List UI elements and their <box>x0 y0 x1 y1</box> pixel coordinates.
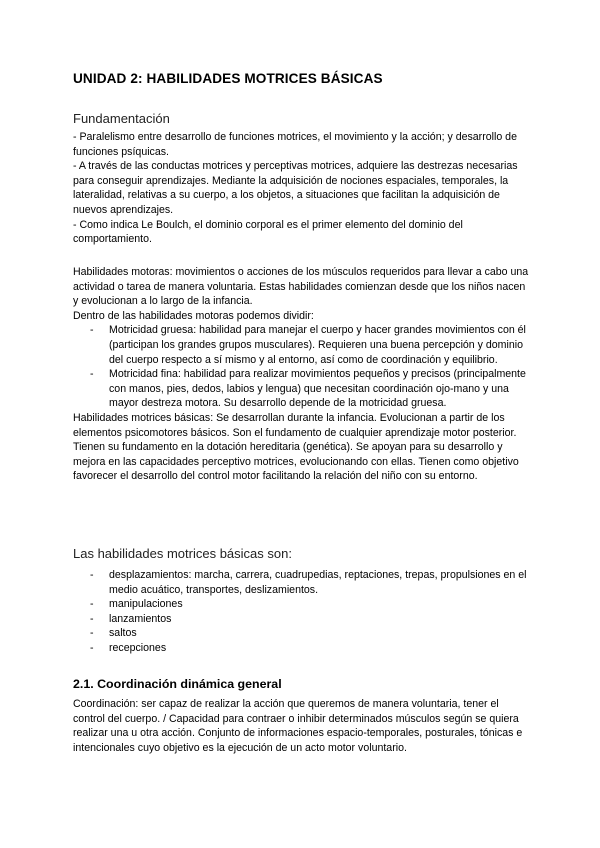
section-2-1-heading: 2.1. Coordinación dinámica general <box>73 677 282 691</box>
section-2-1-body <box>73 697 531 755</box>
fundamentacion-line: - A través de las conductas motrices y perceptivas motrices, adquiere las destrezas necesarias para conseguir aprendizajes. Mediante la adquisición de nociones espaciales, temporales, la lateralidad, relativas a su cuerpo, a los objetos, a situaciones que facilitan la adquisición de nuevos aprendizajes. <box>73 160 518 216</box>
basicas-list <box>73 568 531 656</box>
list-item: - Motricidad gruesa: habilidad para manejar el cuerpo y hacer grandes movimientos con él (participan los grandes grupos musculares). Requieren una buena percepción y dominio del cuerpo respecto a sí mismo y al entorno, así como de coordinación y equilibrio. <box>73 323 531 367</box>
fundamentacion-body <box>73 130 531 247</box>
list-item: - recepciones <box>73 641 531 656</box>
habilidades-motoras-intro: Habilidades motoras: movimientos o acciones de los músculos requeridos para llevar a cabo una actividad o tarea de manera voluntaria. Estas habilidades comienzan desde que los niños nacen y evolucionan a lo largo de la infancia. <box>73 266 529 308</box>
page-title: UNIDAD 2: HABILIDADES MOTRICES BÁSICAS <box>73 71 383 86</box>
habilidades-motoras-divide: Dentro de las habilidades motoras podemos dividir: <box>73 309 314 322</box>
habilidades-motrices-basicas-def: Habilidades motrices básicas: Se desarrollan durante la infancia. Evolucionan a partir de los elementos psicomotores básicos. Son el fundamento de cualquier aprendizaje motor posterior. Tienen su fundamento en la dotación hereditaria (genética). Se apoyan para su desarrollo y mejora en las capacidades perceptivo motrices, evolucionando con ellas. Tienen como objetivo favorecer el desarrollo del control motor facilitando la relación del niño con su entorno. <box>73 411 519 483</box>
list-item: - desplazamientos: marcha, carrera, cuadrupedias, reptaciones, trepas, propulsiones en el medio acuático, transportes, deslizamientos. <box>73 568 531 597</box>
basicas-list-section <box>73 568 531 656</box>
list-item: - lanzamientos <box>73 612 531 627</box>
fundamentacion-line: - Paralelismo entre desarrollo de funciones motrices, el movimiento y la acción; y desarrollo de funciones psíquicas. <box>73 131 517 158</box>
section-2-1-text: Coordinación: ser capaz de realizar la acción que queremos de manera voluntaria, tener el control del cuerpo. / Capacidad para contraer o inhibir determinados músculos según se quiera realizar una u otra acción. Conjunto de informaciones espacio-temporales, posturales, tónicas e intencionales cuyo objetivo es la ejecución de un acto motor voluntario. <box>73 698 523 754</box>
list-item: - saltos <box>73 626 531 641</box>
list-item: - Motricidad fina: habilidad para realizar movimientos pequeños y precisos (principalmente con manos, pies, dedos, labios y lengua) que necesitan coordinación ojo-mano y una mayor destreza motora. Su desarrollo depende de la motricidad gruesa. <box>73 367 531 411</box>
basicas-list-heading: Las habilidades motrices básicas son: <box>73 546 292 561</box>
fundamentacion-line: - Como indica Le Boulch, el dominio corporal es el primer elemento del dominio del comportamiento. <box>73 218 463 246</box>
habilidades-motoras-section <box>73 265 531 484</box>
motricidad-list <box>73 323 531 411</box>
list-item: - manipulaciones <box>73 597 531 612</box>
fundamentacion-heading: Fundamentación <box>73 111 170 126</box>
